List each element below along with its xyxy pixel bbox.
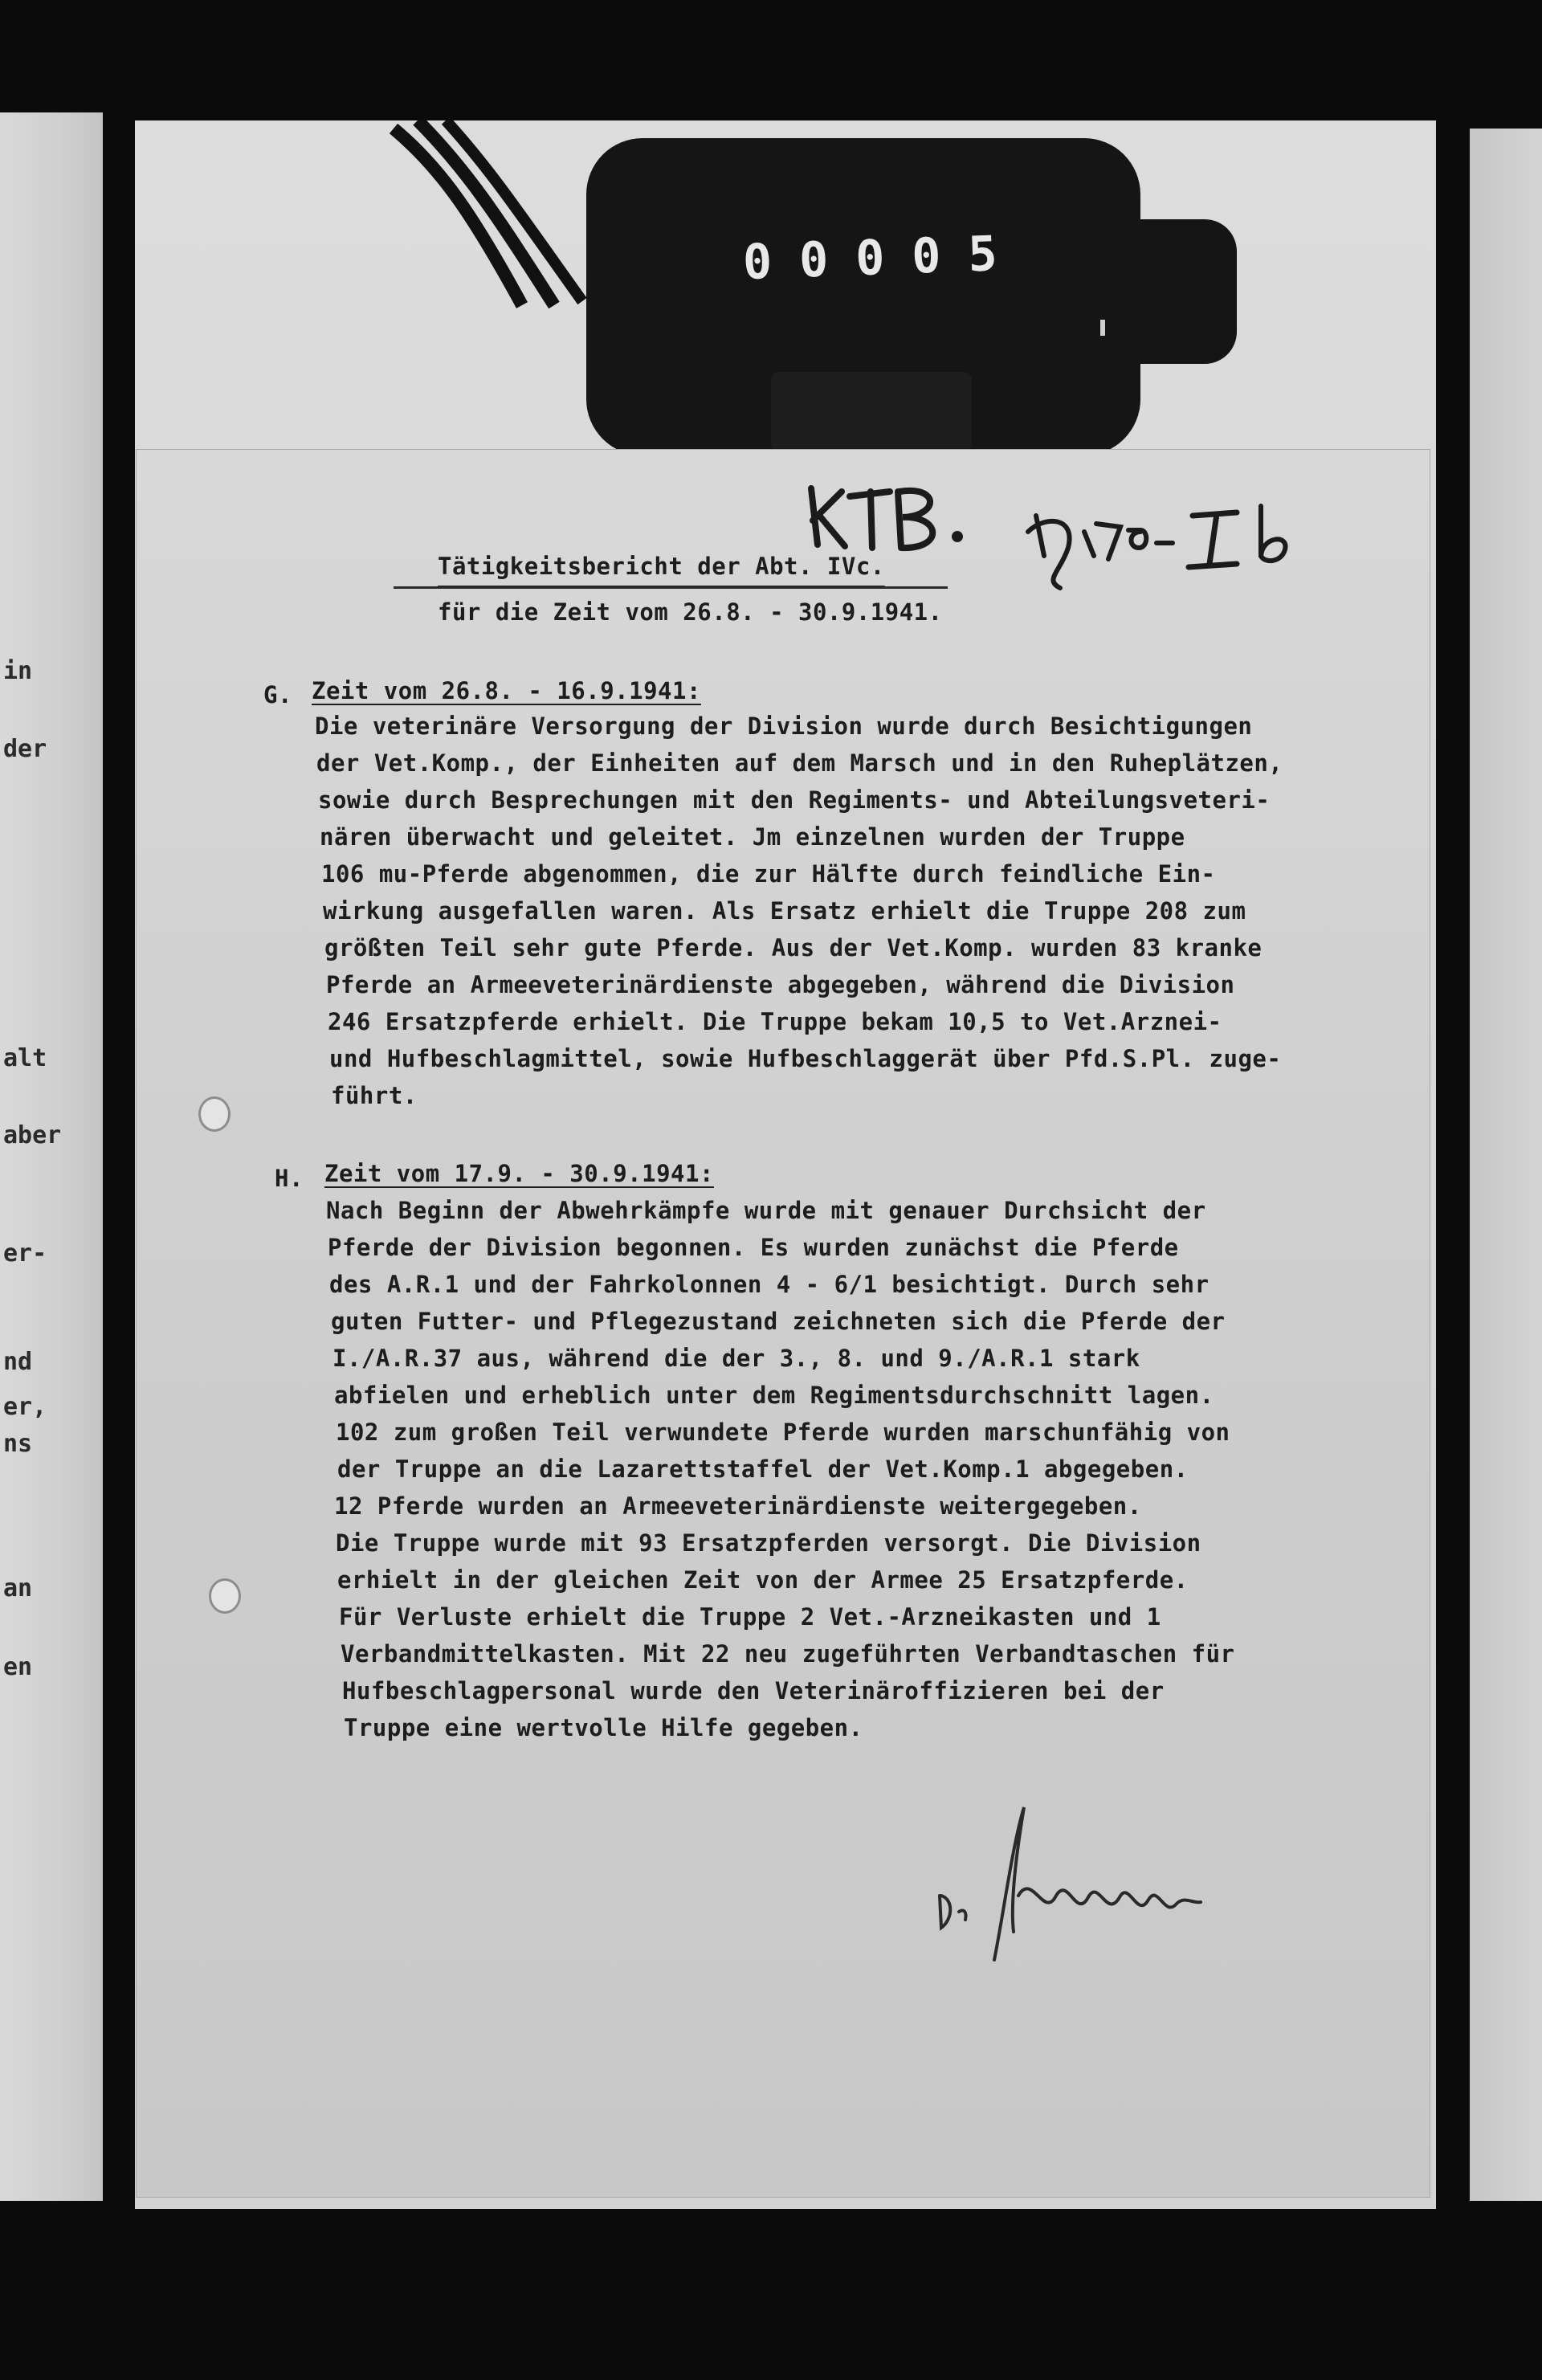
section-h-line: I./A.R.37 aus, während die der 3., 8. und 9./A.R.1 stark bbox=[332, 1345, 1140, 1372]
section-h-line: guten Futter- und Pflegezustand zeichneten sich die Pferde der bbox=[331, 1308, 1226, 1335]
section-g-line: größten Teil sehr gute Pferde. Aus der Vet.Komp. wurden 83 kranke bbox=[324, 934, 1263, 961]
section-g-line: nären überwacht und geleitet. Jm einzelnen wurden der Truppe bbox=[320, 823, 1185, 851]
section-g-line: Die veterinäre Versorgung der Division wurde durch Besichtigungen bbox=[315, 712, 1253, 740]
neighbor-fragment: ns bbox=[3, 1430, 33, 1458]
neighbor-fragment: in bbox=[3, 657, 33, 685]
section-h-line: Die Truppe wurde mit 93 Ersatzpferden versorgt. Die Division bbox=[336, 1529, 1201, 1557]
section-h-line: der Truppe an die Lazarettstaffel der Vet.Komp.1 abgegeben. bbox=[337, 1455, 1189, 1483]
section-h-line: Truppe eine wertvolle Hilfe gegeben. bbox=[344, 1714, 863, 1741]
section-g-line: Pferde an Armeeveterinärdienste abgegeben, während die Division bbox=[326, 971, 1235, 998]
left-neighbor-text bbox=[0, 0, 103, 2380]
punch-hole bbox=[198, 1096, 230, 1132]
section-g-line: 246 Ersatzpferde erhielt. Die Truppe bekam 10,5 to Vet.Arznei- bbox=[328, 1008, 1222, 1035]
section-g-heading: Zeit vom 26.8. - 16.9.1941: bbox=[312, 677, 701, 704]
section-h-line: 12 Pferde wurden an Armeeveterinärdienste weitergegeben. bbox=[334, 1492, 1142, 1520]
section-h-marker: H. bbox=[275, 1165, 304, 1192]
section-g-line: der Vet.Komp., der Einheiten auf dem Marsch und in den Ruheplätzen, bbox=[316, 749, 1283, 777]
section-h-line: 102 zum großen Teil verwundete Pferde wurden marschunfähig von bbox=[336, 1419, 1230, 1446]
punch-hole bbox=[209, 1578, 241, 1614]
section-h-line: abfielen und erheblich unter dem Regimentsdurchschnitt lagen. bbox=[334, 1382, 1214, 1409]
neighbor-fragment: nd bbox=[3, 1348, 33, 1376]
section-h-line: des A.R.1 und der Fahrkolonnen 4 - 6/1 besichtigt. Durch sehr bbox=[329, 1271, 1210, 1298]
clip-stamp-number: 00005 bbox=[741, 224, 1026, 292]
section-h-line: Für Verluste erhielt die Truppe 2 Vet.-Arzneikasten und 1 bbox=[339, 1603, 1161, 1631]
section-g-line: wirkung ausgefallen waren. Als Ersatz erhielt die Truppe 208 zum bbox=[323, 897, 1246, 925]
report-title: Tätigkeitsbericht der Abt. IVc. bbox=[438, 553, 885, 580]
neighbor-fragment: alt bbox=[3, 1044, 47, 1072]
archive-clip bbox=[570, 135, 1245, 456]
section-h-heading: Zeit vom 17.9. - 30.9.1941: bbox=[324, 1160, 714, 1187]
title-underline bbox=[394, 586, 948, 589]
neighbor-fragment: er- bbox=[3, 1239, 47, 1268]
section-g-line: sowie durch Besprechungen mit den Regiments- und Abteilungsveteri- bbox=[318, 786, 1271, 814]
section-h-line: Hufbeschlagpersonal wurde den Veterinäroffizieren bei der bbox=[342, 1677, 1165, 1704]
neighbor-fragment: er, bbox=[3, 1393, 47, 1421]
section-h-line: Verbandmittelkasten. Mit 22 neu zugeführten Verbandtaschen für bbox=[341, 1640, 1235, 1668]
section-g-line: führt. bbox=[331, 1082, 418, 1109]
neighbor-fragment: an bbox=[3, 1574, 33, 1602]
section-h-line: erhielt in der gleichen Zeit von der Armee 25 Ersatzpferde. bbox=[337, 1566, 1189, 1594]
section-g-line: 106 mu-Pferde abgenommen, die zur Hälfte durch feindliche Ein- bbox=[321, 860, 1216, 888]
section-g-line: und Hufbeschlagmittel, sowie Hufbeschlaggerät über Pfd.S.Pl. zuge- bbox=[329, 1045, 1282, 1072]
neighbor-fragment: der bbox=[3, 735, 47, 763]
neighbor-fragment: aber bbox=[3, 1121, 62, 1149]
neighbor-fragment: en bbox=[3, 1653, 33, 1681]
report-period: für die Zeit vom 26.8. - 30.9.1941. bbox=[438, 598, 943, 626]
clip-cable-graphic bbox=[386, 120, 594, 313]
right-neighbor-page bbox=[1470, 129, 1542, 2201]
section-h-line: Nach Beginn der Abwehrkämpfe wurde mit genauer Durchsicht der bbox=[326, 1197, 1206, 1224]
handwritten-signature bbox=[924, 1799, 1213, 1984]
handwritten-reference-mark bbox=[1020, 500, 1325, 596]
section-g-marker: G. bbox=[263, 681, 292, 708]
section-h-line: Pferde der Division begonnen. Es wurden zunächst die Pferde bbox=[328, 1234, 1179, 1261]
